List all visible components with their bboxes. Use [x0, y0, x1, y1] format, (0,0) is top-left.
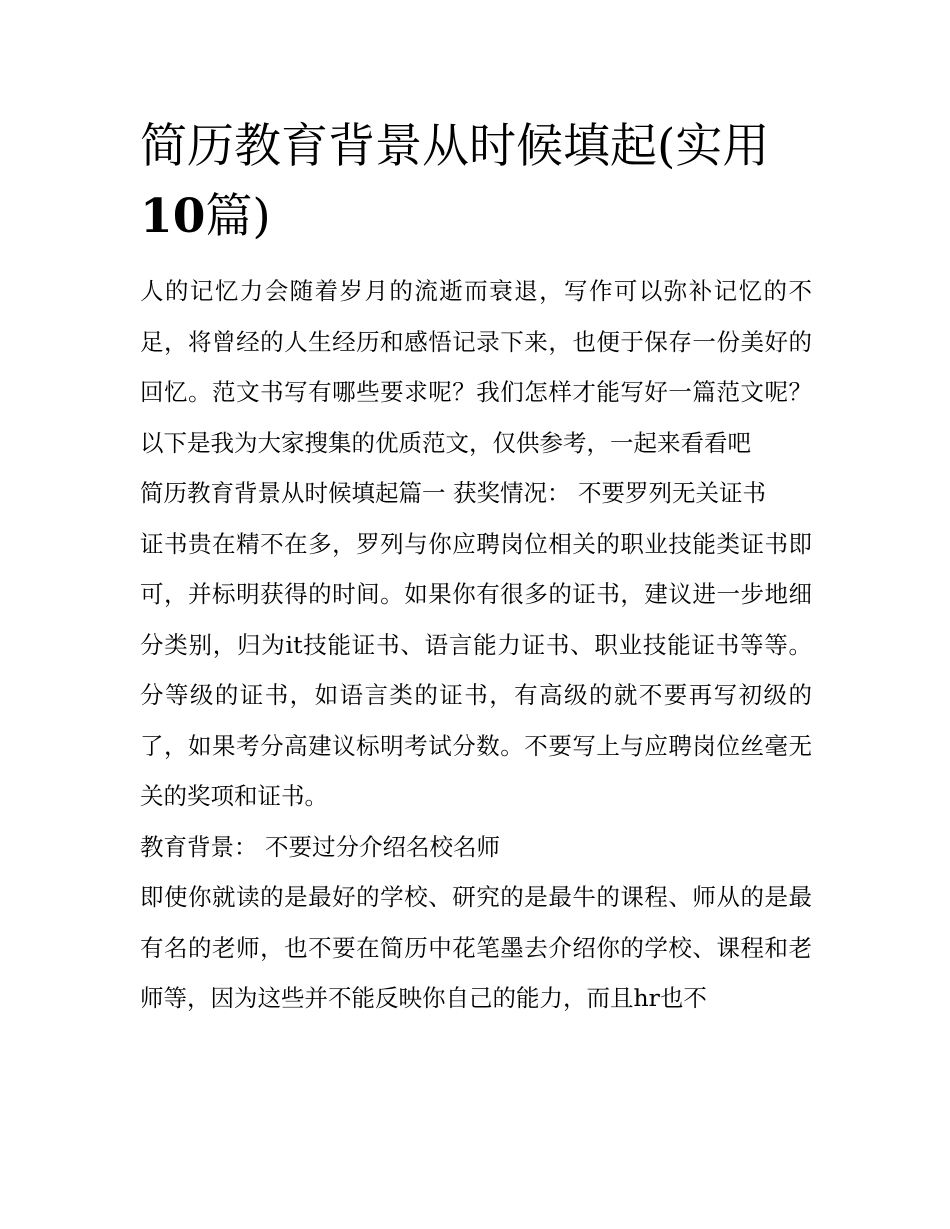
- document-title: 简历教育背景从时候填起(实用10篇): [140, 119, 770, 244]
- document-body: [140, 112, 812, 1024]
- intro-paragraph: 人的记忆力会随着岁月的流逝而衰退，写作可以弥补记忆的不足，将曾经的人生经历和感悟记录下来，也便于保存一份美好的回忆。范文书写有哪些要求呢？我们怎样才能写好一篇范文呢？以下是我为大家搜集的优质范文，仅供参考，一起来看看吧: [140, 277, 812, 457]
- section-heading-education: 教育背景： 不要过分介绍名校名师: [140, 832, 500, 861]
- section-heading-awards: 简历教育背景从时候填起篇一 获奖情况： 不要罗列无关证书: [140, 479, 766, 507]
- education-paragraph: 即使你就读的是最好的学校、研究的是最牛的课程、师从的是最有名的老师，也不要在简历中花笔墨去介绍你的学校、课程和老师等，因为这些并不能反映你自己的能力，而且hr也不: [140, 883, 812, 1012]
- awards-paragraph: 证书贵在精不在多，罗列与你应聘岗位相关的职业技能类证书即可，并标明获得的时间。如果你有很多的证书，建议进一步地细分类别，归为it技能证书、语言能力证书、职业技能证书等等。分等级的证书，如语言类的证书，有高级的就不要再写初级的了，如果考分高建议标明考试分数。不要写上与应聘岗位丝毫无关的奖项和证书。: [140, 529, 812, 810]
- title-number: 10: [140, 189, 206, 244]
